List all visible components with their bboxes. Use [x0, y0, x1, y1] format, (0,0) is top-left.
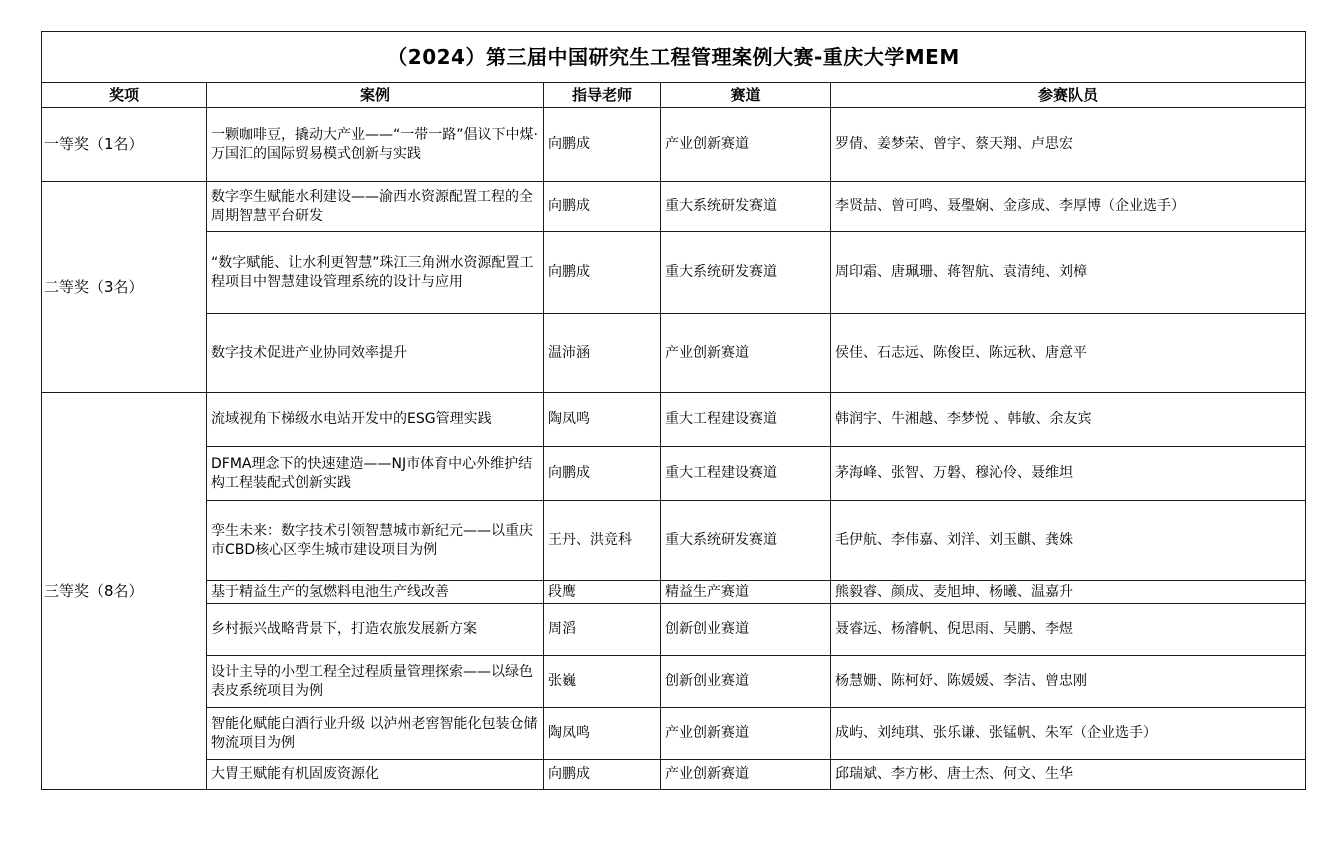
table-row: [42, 393, 1306, 447]
track-cell: 产业创新赛道: [661, 108, 831, 182]
members-cell: 毛伊航、李伟嘉、刘洋、刘玉麒、龚姝: [831, 501, 1306, 581]
case-cell: 孪生未来：数字技术引领智慧城市新纪元——以重庆市CBD核心区孪生城市建设项目为例: [207, 501, 544, 581]
header-case: 案例: [207, 83, 544, 108]
members-cell: 茅海峰、张智、万磐、穆沁伶、聂维坦: [831, 447, 1306, 501]
award-table: [41, 31, 1306, 790]
members-cell: 熊毅睿、颜成、麦旭坤、杨曦、温嘉升: [831, 581, 1306, 604]
case-cell: 智能化赋能白酒行业升级 以泸州老窖智能化包装仓储物流项目为例: [207, 708, 544, 760]
award-cell: 二等奖（3名）: [42, 182, 207, 393]
header-row: [42, 83, 1306, 108]
award-cell: 一等奖（1名）: [42, 108, 207, 182]
case-cell: 流域视角下梯级水电站开发中的ESG管理实践: [207, 393, 544, 447]
award-cell: 三等奖（8名）: [42, 393, 207, 790]
case-cell: 数字技术促进产业协同效率提升: [207, 314, 544, 393]
advisor-cell: 陶凤鸣: [544, 393, 661, 447]
track-cell: 产业创新赛道: [661, 314, 831, 393]
track-cell: 重大系统研发赛道: [661, 182, 831, 232]
track-cell: 创新创业赛道: [661, 656, 831, 708]
advisor-cell: 段鹰: [544, 581, 661, 604]
table-row: [42, 656, 1306, 708]
track-cell: 精益生产赛道: [661, 581, 831, 604]
members-cell: 成屿、刘纯琪、张乐谦、张锰帆、朱军（企业选手）: [831, 708, 1306, 760]
case-cell: “数字赋能、让水利更智慧”珠江三角洲水资源配置工程项目中智慧建设管理系统的设计与应用: [207, 232, 544, 314]
table-row: [42, 604, 1306, 656]
case-cell: 数字孪生赋能水利建设——渝西水资源配置工程的全周期智慧平台研发: [207, 182, 544, 232]
case-cell: 乡村振兴战略背景下，打造农旅发展新方案: [207, 604, 544, 656]
advisor-cell: 张巍: [544, 656, 661, 708]
advisor-cell: 向鹏成: [544, 182, 661, 232]
table-title: （2024）第三届中国研究生工程管理案例大赛-重庆大学MEM: [42, 32, 1306, 83]
table-row: [42, 182, 1306, 232]
case-cell: 大胃王赋能有机固废资源化: [207, 760, 544, 790]
table-row: [42, 760, 1306, 790]
header-track: 赛道: [661, 83, 831, 108]
track-cell: 重大工程建设赛道: [661, 393, 831, 447]
track-cell: 产业创新赛道: [661, 760, 831, 790]
members-cell: 侯佳、石志远、陈俊臣、陈远秋、唐意平: [831, 314, 1306, 393]
advisor-cell: 周滔: [544, 604, 661, 656]
table-row: [42, 314, 1306, 393]
header-members: 参赛队员: [831, 83, 1306, 108]
track-cell: 重大工程建设赛道: [661, 447, 831, 501]
track-cell: 重大系统研发赛道: [661, 232, 831, 314]
members-cell: 周印霜、唐珮珊、蒋智航、袁清纯、刘樟: [831, 232, 1306, 314]
advisor-cell: 温沛涵: [544, 314, 661, 393]
members-cell: 杨慧姗、陈柯妤、陈媛媛、李洁、曾忠刚: [831, 656, 1306, 708]
table-row: [42, 581, 1306, 604]
title-row: [42, 32, 1306, 83]
advisor-cell: 陶凤鸣: [544, 708, 661, 760]
case-cell: 设计主导的小型工程全过程质量管理探索——以绿色表皮系统项目为例: [207, 656, 544, 708]
header-advisor: 指导老师: [544, 83, 661, 108]
table-row: [42, 232, 1306, 314]
header-award: 奖项: [42, 83, 207, 108]
table-row: [42, 447, 1306, 501]
members-cell: 罗倩、姜梦荣、曾宇、蔡天翔、卢思宏: [831, 108, 1306, 182]
track-cell: 重大系统研发赛道: [661, 501, 831, 581]
members-cell: 韩润宇、牛湘越、李梦悦 、韩敏、余友宾: [831, 393, 1306, 447]
advisor-cell: 向鹏成: [544, 232, 661, 314]
advisor-cell: 向鹏成: [544, 447, 661, 501]
advisor-cell: 向鹏成: [544, 760, 661, 790]
table-row: [42, 501, 1306, 581]
advisor-cell: 王丹、洪竞科: [544, 501, 661, 581]
table-row: [42, 708, 1306, 760]
case-cell: 基于精益生产的氢燃料电池生产线改善: [207, 581, 544, 604]
table-row: [42, 108, 1306, 182]
track-cell: 创新创业赛道: [661, 604, 831, 656]
case-cell: 一颗咖啡豆，撬动大产业——“一带一路”倡议下中煤·万国汇的国际贸易模式创新与实践: [207, 108, 544, 182]
track-cell: 产业创新赛道: [661, 708, 831, 760]
members-cell: 邱瑞斌、李方彬、唐士杰、何文、生华: [831, 760, 1306, 790]
members-cell: 李贤喆、曾可鸣、聂璺娴、金彦成、李厚博（企业选手）: [831, 182, 1306, 232]
case-cell: DFMA理念下的快速建造——NJ市体育中心外维护结构工程装配式创新实践: [207, 447, 544, 501]
members-cell: 聂睿远、杨濬帆、倪思雨、吴鹏、李煜: [831, 604, 1306, 656]
advisor-cell: 向鹏成: [544, 108, 661, 182]
